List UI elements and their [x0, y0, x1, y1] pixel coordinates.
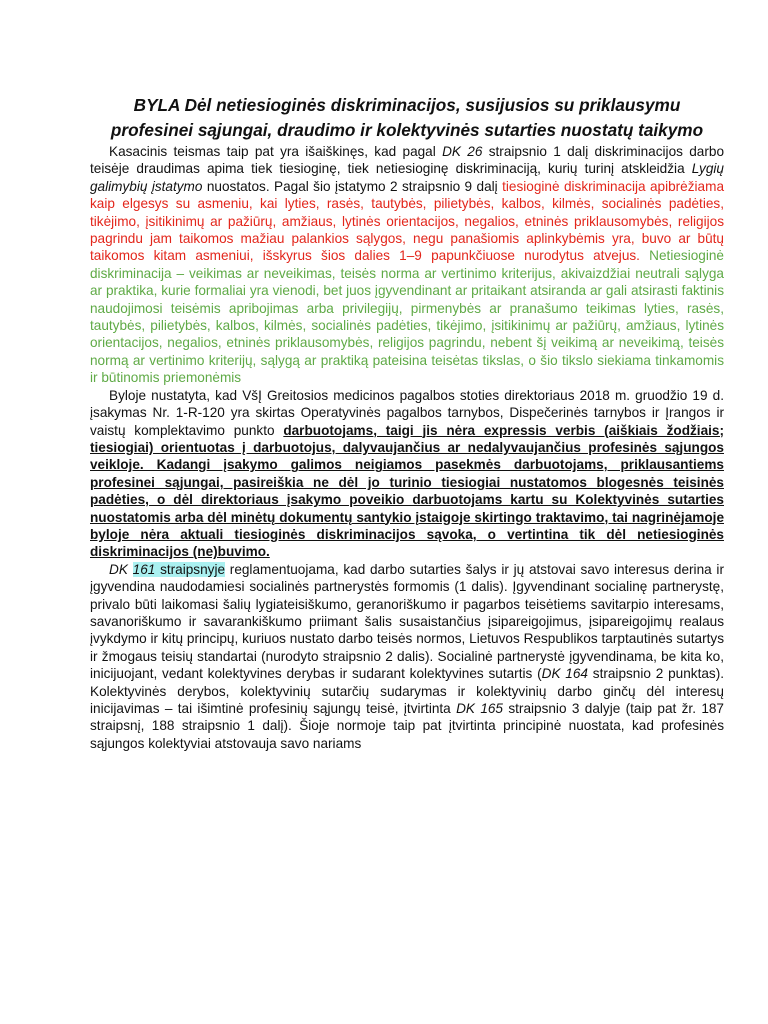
p3-text-c: straipsnio 3 dalyje (taip pat žr. 187 straipsnį, 188 straipsnio 1 dalį). Šioje normoje taip pat įtvirtinta principinė nuostata, kad profesinės sąjungos kolektyviai atstovauja savo nariams: [90, 701, 724, 751]
document-page: [90, 93, 724, 752]
p3-text-b: straipsnio 2 punktas). Kolektyvinės derybos, kolektyvinių sutarčių sudarymas ir kolektyvinių darbo ginčų dėl interesų inicijavimas – tai išimtinė profesinių sąjungų teisė, įtvirtinta: [90, 666, 725, 716]
p1-text-b: straipsnio 1 dalį diskriminacijos darbo teisėje draudimas apima tiek tiesioginę, tiek netiesioginę diskriminaciją, kurių turinį atskleidžia: [90, 144, 725, 177]
p1-dk26-ref: DK 26: [442, 144, 483, 159]
p3-highlighted-article-word: straipsnyje: [155, 561, 226, 577]
p2-emphasized-text: darbuotojams, taigi jis nėra expressis verbis (aiškiais žodžiais; tiesiogiai) orientuotas į darbuotojus, dalyvaujančius ar nedalyvaujančius profesinės sąjungos veikloje. Kadangi įsakymo galimos neigiamos pasekmės darbuotojams, priklausantiems profesinei sąjungai, pasireiškia ne dėl jo turinio tiesiogiai nustatomos blogesnės teisinės padėties, o dėl direktoriaus įsakymo poveikio darbuotojams kartu su Kolektyvinės sutarties nuostatomis arba dėl minėtų dokumentų santykio įstaigoje skirtingo traktavimo, tai nagrinėjamoje byloje nėra aktuali tiesioginės diskriminacijos sąvoka, o vertintina tik dėl netiesioginės diskriminacijos (ne)buvimo.: [90, 422, 724, 560]
paragraph-discrimination-definition: [90, 143, 724, 387]
p3-dk-ref: DK: [109, 561, 133, 577]
p1-text-a: Kasacinis teismas taip pat yra išaiškinęs, kad pagal: [109, 144, 443, 159]
paragraph-social-partnership: [90, 561, 724, 752]
title-line-2: profesinei sąjungai, draudimo ir kolektyvinės sutarties nuostatų taikymo: [110, 120, 704, 140]
p1-text-c: nuostatos. Pagal šio įstatymo 2 straipsnio 9 dalį: [202, 178, 503, 194]
p1-indirect-discrimination-text: Netiesioginė diskriminacija – veikimas ar neveikimas, teisės norma ar vertinimo kriterijus, akivaizdžiai neutrali sąlyga ar praktika, kurie formaliai yra vienodi, bet juos įgyvendinant ar pritaikant atsiranda ar gali atsirasti faktinis naudojimosi teisėmis apribojimas arba privilegijų, pirmenybės ar pranašumo teikimas lyties, rasės, tautybės, pilietybės, kalbos, kilmės, socialinės padėties, tikėjimo, įsitikinimų ar pažiūrų, amžiaus, lytinės orientacijos, negalios, etninės priklausomybės, religijos pagrindu, nebent šį veikimą ar neveikimą, teisės normą ar vertinimo kriterijų, sąlygą ar praktiką pateisina teisėtas tikslas, o šio tikslo siekiama tinkamomis ir būtinomis priemonėmis: [90, 248, 724, 386]
p3-highlighted-article-number: 161: [132, 561, 156, 577]
title-line-1: BYLA Dėl netiesioginės diskriminacijos, susijusios su priklausymu: [133, 95, 681, 115]
p2-text-a: Byloje nustatyta, kad VšĮ Greitosios medicinos pagalbos stoties direktoriaus 2018 m. gruodžio 19 d. įsakymas Nr. 1-R-120 yra skirtas Operatyvinės pagalbos tarnybos, Dispečerinės tarnybos ir Įrangos ir vaistų komplektavimo punkto: [90, 387, 724, 438]
p3-text-a: reglamentuojama, kad darbo sutarties šalys ir jų atstovai savo interesus derina ir įgyvendina naudodamiesi socialinės partnerystės formomis (1 dalis). Įgyvendinant socialinę partnerystę, privalo būti laikomasi šalių lygiateisiškumo, geranoriškumo ir pagarbos teisėtiems savitarpio interesams, savanoriškumo ir savarankiškumo priimant šalis susaistančius įsipareigojimus, įsipareigojimų realaus įvykdymo ir kitų principų, kuriuos nustato darbo teisės normos, Lietuvos Respublikos tarptautinės sutartys ir žmogaus teisių standartai (nurodyto straipsnio 2 dalis). Socialinė partnerystė įgyvendinama, be kita ko, inicijuojant, vedant kolektyvines derybas ir sudarant kolektyvines sutartis (: [90, 561, 724, 682]
p3-dk165-ref: DK 165: [456, 701, 503, 716]
p1-direct-discrimination-text: tiesioginė diskriminacija apibrėžiama kaip elgesys su asmeniu, kai lyties, rasės, tautybės, pilietybės, kalbos, kilmės, socialinės padėties, tikėjimo, įsitikinimų ar pažiūrų, amžiaus, lytinės orientacijos, negalios, etninės priklausomybės, religijos pagrindu jam taikomos mažiau palankios sąlygos, negu panašiomis aplinkybėmis yra, buvo ar būtų taikomos kitam asmeniui, išskyrus šios dalies 1–9 papunkčiuose nurodytus atvejus.: [90, 178, 724, 264]
p1-law-ref: Lygių galimybių įstatymo: [90, 161, 724, 194]
document-title: [90, 93, 724, 143]
paragraph-case-facts: [90, 387, 724, 561]
p3-dk164-ref: DK 164: [541, 666, 588, 682]
